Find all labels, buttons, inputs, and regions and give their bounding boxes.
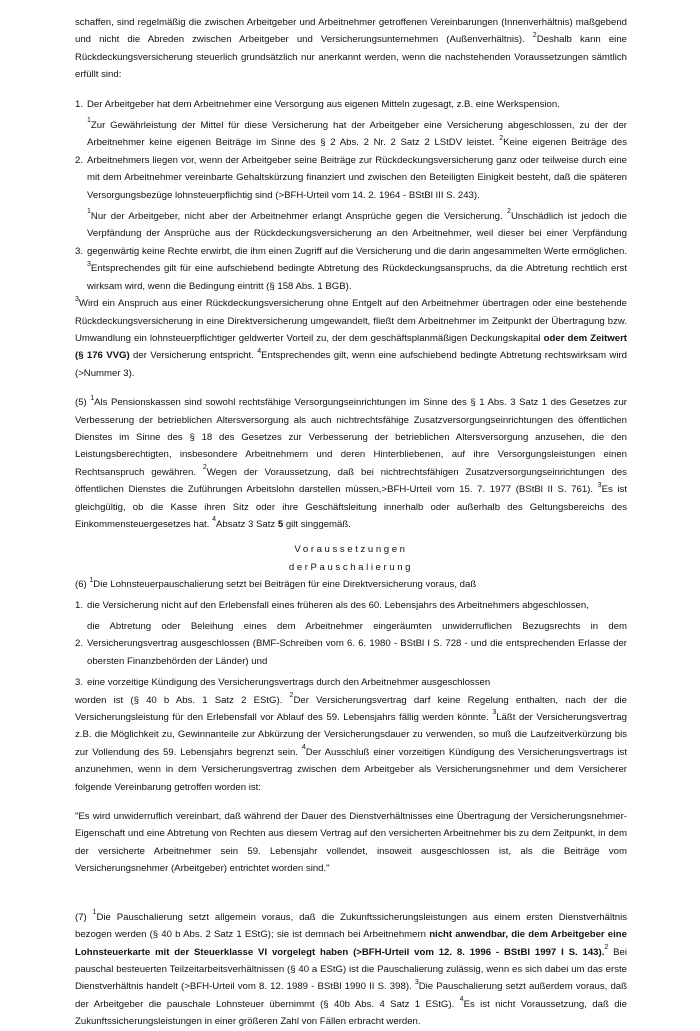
paragraph-5: (5) $^1$Als Pensionskassen sind sowohl rechtsfähige Versorgungseinrichtungen im Sinne des § 1 Abs. 3 Satz 1 des Gesetzes zur Verbesserung der betrieblichen Altersversorgung als auch nichtrechtsfähige Zusatzversorgungseinrichtungen des öffentlichen Dienstes im Sinne des § 18 des Gesetzes zur Verbesserung der betrieblichen Altersversorgung anzusehen, die den Leistungsberechtigten, insbesondere Arbeitnehmern und deren Hinterbliebenen, auf ihre Versorgungsleistungen einen Rechtsanspruch gewähren. $^2$Wegen der Voraussetzung, daß bei nichtrechtsfähigen Zusatzversorgungseinrichtungen des öffentlichen Dienstes die Zuführungen Arbeitslohn darstellen müssen,>BFH-Urteil vom 15. 7. 1977 (BStBl II S. 761). $^3$Es ist gleichgültig, ob die Kasse ihren Sitz oder ihre Geschäftsleitung innerhalb oder außerhalb des Geltungsbereichs des Einkommensteuergesetzes hat. $^4$Absatz 3 Satz 5 gilt singgemäß. xyxy=(75,394,628,530)
intro-sentence-2: Deshalb kann eine Rückdeckungsversicherung steuerlich grundsätzlich nur anerkannt werden, wenn die nachstehenden Voraussetzungen sämtlich erfüllt sind: xyxy=(75,34,627,81)
list-item-text: die Abtretung oder Beleihung eines dem Arbeitnehmer eingeräumten unwiderruflichen Bezugsrechts in dem Versicherungsvertrag ausgeschlossen (BMF-Schreiben vom 6. 6. 1980 - BStBl I S. 728 - und die entsprechenden Erlasse der obersten Finanzbehörden der Länder) und xyxy=(87,621,627,667)
list-item: 2. die Abtretung oder Beleihung eines dem Arbeitnehmer eingeräumten unwiderruflichen Bezugsrechts in dem Versicherungsvertrag ausgeschlossen (BMF-Schreiben vom 6. 6. 1980 - BStBl I S. 728 - und die entsprechenden Erlasse der obersten Finanzbehörden der Länder) und xyxy=(75,618,627,670)
list-item-text: die Versicherung nicht auf den Erlebensfall eines früheren als des 60. Lebensjahrs des Arbeitnehmers abgeschlossen, xyxy=(87,599,589,611)
list-item: 1. die Versicherung nicht auf den Erlebensfall eines früheren als des 60. Lebensjahrs des Arbeitnehmers abgeschlossen, xyxy=(75,597,627,614)
requirements-list xyxy=(75,96,627,295)
paragraph-6-continued: worden ist (§ 40 b Abs. 1 Satz 2 EStG). $^2$Der Versicherungsvertrag darf keine Regelung enthalten, nach der die Versicherungsleistung für den Erlebensfall vor Ablauf des 59. Lebensjahrs fällig werden könnte. $^3$Läßt der Versicherungsvertrag z.B. die Möglichkeit zu, Gewinnanteile zur Abkürzung der Versicherungsdauer zu verwenden, so muß die Laufzeitverkürzung bis zur Vollendung des 59. Lebensjahrs begrenzt sein. $^4$Der Ausschluß einer vorzeitigen Kündigung des Versicherungsvertrags ist anzunehmen, wenn in dem Versicherungsvertrag zwischen dem Arbeitgeber als Versicherungsnehmer und dem Versicherer folgende Vereinbarung getroffen worden ist: xyxy=(75,692,628,793)
list-item-text: $^1$Zur Gewährleistung der Mittel für diese Versicherung hat der Arbeitgeber eine Versicherung abgeschlossen, zu der der Arbeitnehmer keine eigenen Beiträge im Sinne des § 2 Abs. 2 Nr. 2 Satz 2 LStDV leistet. $^2$Keine eigenen Beiträge des Arbeitnehmers liegen vor, wenn der Arbeitgeber seine Beiträge zur Rückdeckungsversicherung ganz oder teilweise durch eine mit dem Arbeitnehmer vereinbarte Gehaltskürzung finanziert und zwischen den Beteiligten Einigkeit besteht, daß die späteren Versorgungsbezüge lohnsteuerpflichtig sind (>BFH-Urteil vom 14. 2. 1964 - BStBl III S. 243). xyxy=(87,117,627,201)
transfer-paragraph: $^3$Wird ein Anspruch aus einer Rückdeckungsversicherung ohne Entgelt auf den Arbeitnehmer übertragen oder eine bestehende Rückdeckungsversicherung in eine Direktversicherung umgewandelt, fließt dem Arbeitnehmer im Zeitpunkt der Übertragung bzw. Umwandlung ein lohnsteuerpflichtiger geldwerter Vorteil zu, der dem geschäftsplanmäßigen Deckungskapital oder dem Zeitwert (§ 176 VVG) der Versicherung entspricht. $^4$Entsprechendes gilt, wenn eine aufschiebend bedingte Abtretung rechtswirksam wird (>Nummer 3). xyxy=(75,295,628,379)
list-item-text: Der Arbeitgeber hat dem Arbeitnehmer eine Versorgung aus eigenen Mitteln zugesagt, z.B. eine Werkspension. xyxy=(87,98,560,110)
document-page xyxy=(75,14,627,1031)
list-item: 1. Der Arbeitgeber hat dem Arbeitnehmer eine Versorgung aus eigenen Mitteln zugesagt, z.B. eine Werkspension. xyxy=(75,96,627,113)
list-item: 2. $^1$Zur Gewährleistung der Mittel für diese Versicherung hat der Arbeitgeber eine Versicherung abgeschlossen, zu der der Arbeitnehmer keine eigenen Beiträge im Sinne des § 2 Abs. 2 Nr. 2 Satz 2 LStDV leistet. $^2$Keine eigenen Beiträge des Arbeitnehmers liegen vor, wenn der Arbeitgeber seine Beiträge zur Rückdeckungsversicherung ganz oder teilweise durch eine mit dem Arbeitnehmer vereinbarte Gehaltskürzung finanziert und zwischen den Beteiligten Einigkeit besteht, daß die späteren Versorgungsbezüge lohnsteuerpflichtig sind (>BFH-Urteil vom 14. 2. 1964 - BStBl III S. 243). xyxy=(75,117,627,204)
intro-paragraph xyxy=(75,14,627,84)
list-item: 3. eine vorzeitige Kündigung des Versicherungsvertrags durch den Arbeitnehmer ausgeschlossen xyxy=(75,674,627,691)
sentence-marker: 2 xyxy=(532,31,537,39)
section-heading: Voraussetzungen xyxy=(294,544,408,556)
list-item: 3. $^1$Nur der Arbeitgeber, nicht aber der Arbeitnehmer erlangt Ansprüche gegen die Versicherung. $^2$Unschädlich ist jedoch die Verpfändung der Ansprüche aus der Rückdeckungsversicherung an den Arbeitnehmer, weil dieser bei einer Verpfändung gegenwärtig keine Rechte erwirbt, die ihm einen Zugriff auf die Versicherung und die darin angesammelten Werte ermöglichen. $^3$Entsprechendes gilt für eine aufschiebend bedingte Abtretung des Rückdeckungsanspruchs, da die Abtretung rechtlich erst wirksam wird, wenn die Bedingung eintritt (§ 158 Abs. 1 BGB). xyxy=(75,208,627,295)
pauschalierung-conditions-list xyxy=(75,597,627,692)
paragraph-6-intro: (6) $^1$Die Lohnsteuerpauschalierung setzt bei Beiträgen für eine Direktversicherung voraus, daß xyxy=(75,576,477,591)
agreement-quote: "Es wird unwiderruflich vereinbart, daß während der Dauer des Dienstverhältnisses eine Übertragung der Versicherungsnehmer-Eigenschaft und eine Abtretung von Rechten aus diesem Vertrag auf den versicherten Arbeitnehmer bis zu dem Zeitpunkt, in dem der versicherte Arbeitnehmer sein 59. Lebensjahr vollendet, insoweit ausgeschlossen ist, als die Beiträge vom Versicherungsnehmer (Arbeitgeber) entrichtet worden sind." xyxy=(75,811,627,875)
list-item-text: $^1$Nur der Arbeitgeber, nicht aber der Arbeitnehmer erlangt Ansprüche gegen die Versicherung. $^2$Unschädlich ist jedoch die Verpfändung der Ansprüche aus der Rückdeckungsversicherung an den Arbeitnehmer, weil dieser bei einer Verpfändung gegenwärtig keine Rechte erwirbt, die ihm einen Zugriff auf die Versicherung und die darin angesammelten Werte ermöglichen. $^3$Entsprechendes gilt für eine aufschiebend bedingte Abtretung des Rückdeckungsanspruchs, da die Abtretung rechtlich erst wirksam wird, wenn die Bedingung eintritt (§ 158 Abs. 1 BGB). xyxy=(87,208,627,292)
paragraph-7: (7) $^1$Die Pauschalierung setzt allgemein voraus, daß die Zukunftssicherungsleistungen aus einem ersten Dienstverhältnis bezogen werden (§ 40 b Abs. 2 Satz 1 EStG); sie ist demnach bei Arbeitnehmern nicht anwendbar, die dem Arbeitgeber eine Lohnsteuerkarte mit der Steuerklasse VI vorgelegt haben (>BFH-Urteil vom 12. 8. 1996 - BStBl 1997 I S. 143).$^2$ Bei pauschal besteuerten Teilzeitarbeitsverhältnissen (§ 40 a EStG) ist die Pauschalierung zulässig, wenn es sich dabei um das erste Dienstverhältnis handelt (>BFH-Urteil vom 8. 12. 1989 - BStBl 1990 II S. 398). $^3$Die Pauschalierung setzt außerdem voraus, daß der Arbeitgeber die pauschale Lohnsteuer übernimmt (§ 40b Abs. 4 Satz 1 EStG). $^4$Es ist nicht Voraussetzung, daß die Zukunftssicherungsleistungen in einer größeren Zahl von Fällen erbracht werden. xyxy=(75,909,628,1028)
section-heading-sub: derPauschalierung xyxy=(288,561,414,573)
list-item-text: eine vorzeitige Kündigung des Versicherungsvertrags durch den Arbeitnehmer ausgeschlossen xyxy=(87,677,491,689)
intro-sentence-1: schaffen, sind regelmäßig die zwischen Arbeitgeber und Arbeitnehmer getroffenen Vereinbarungen (Innenverhältnis) maßgebend und nicht die Abreden zwischen Arbeitgeber und Versicherungsunternehmen (Außenverhältnis). xyxy=(75,17,627,46)
